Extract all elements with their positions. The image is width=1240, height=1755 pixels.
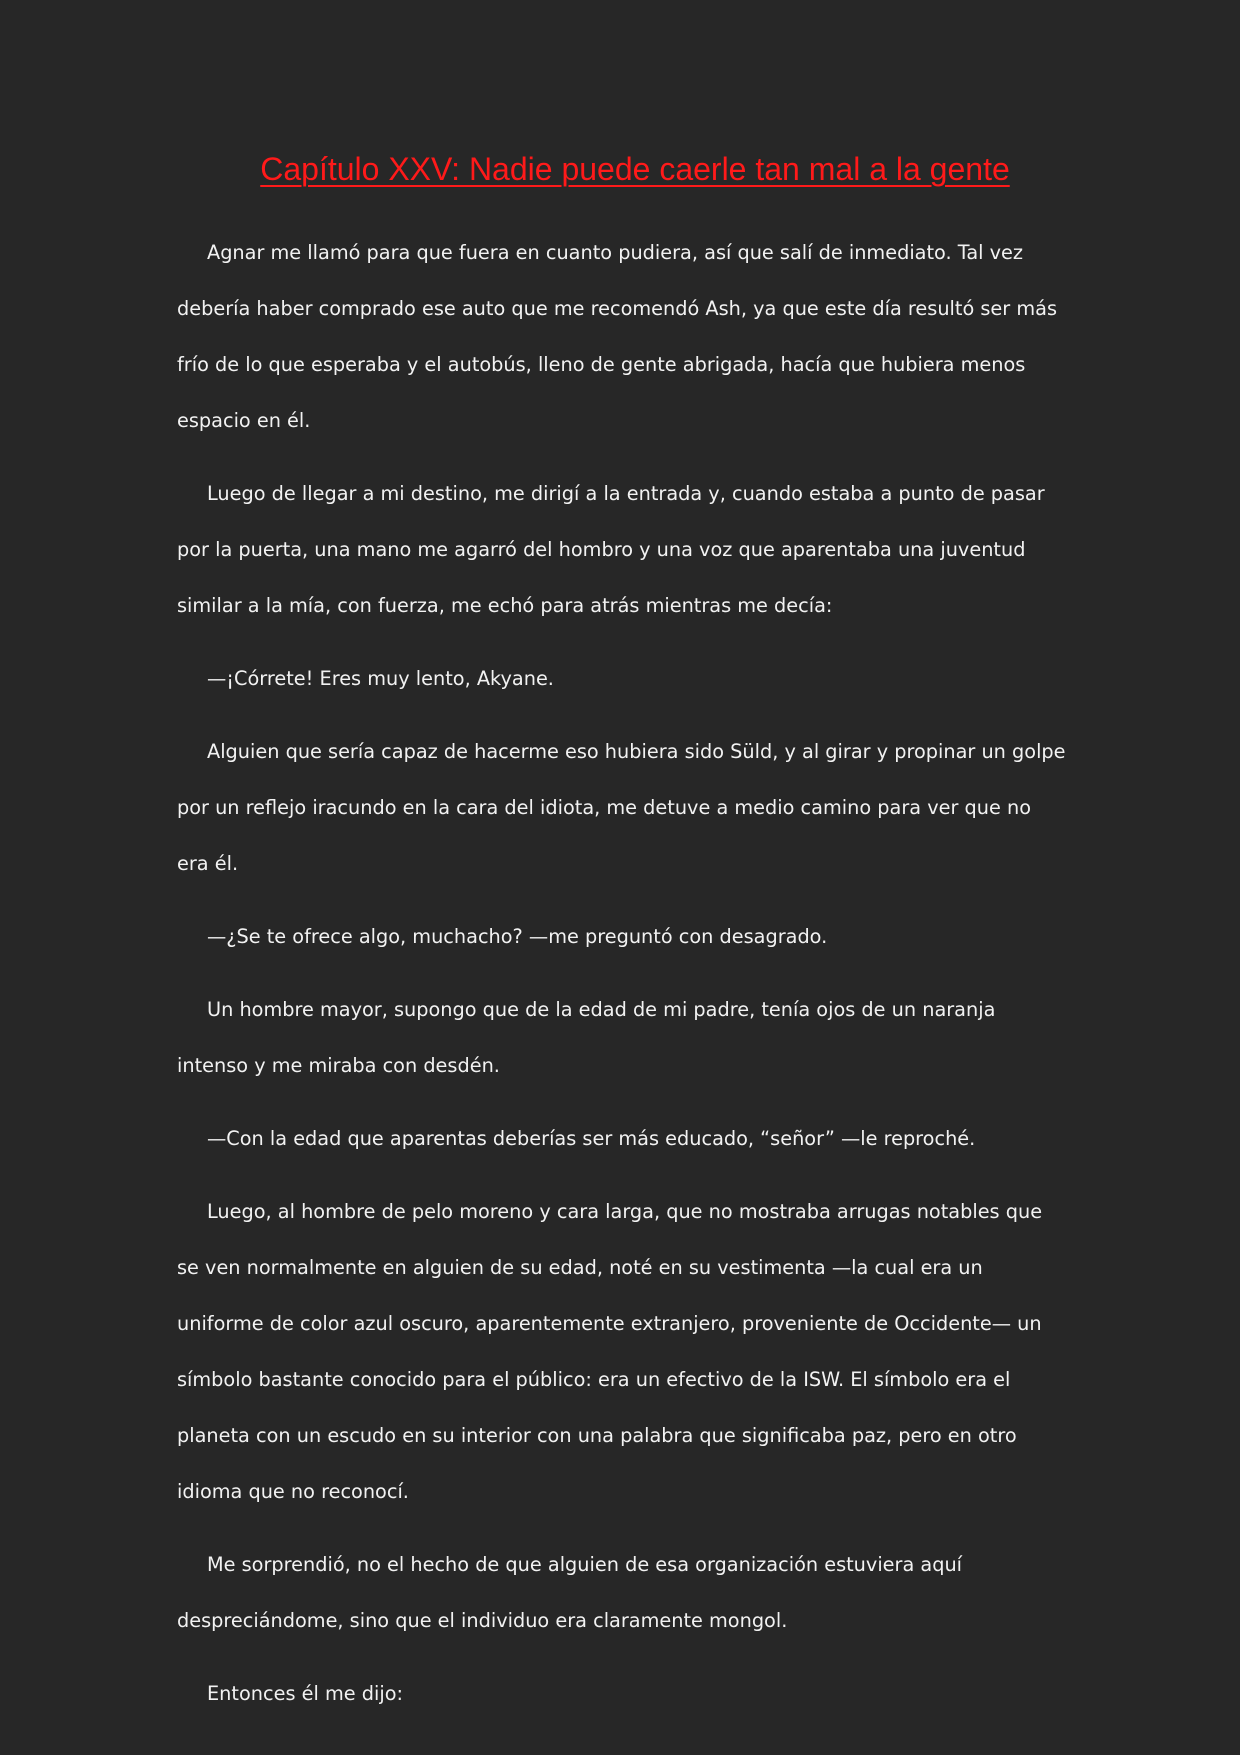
chapter-title-text: Capítulo XXV: Nadie puede caerle tan mal a la gente xyxy=(260,151,1010,187)
paragraph: Agnar me llamó para que fuera en cuanto pudiera, así que salí de inmediato. Tal vez debería haber comprado ese auto que me recomendó Ash, ya que este día resultó ser más frío de lo que esperaba y el autobús, lleno de gente abrigada, hacía que hubiera menos espacio en él. xyxy=(177,241,1057,432)
paragraph: Un hombre mayor, supongo que de la edad de mi padre, tenía ojos de un naranja intenso y me miraba con desdén. xyxy=(177,998,996,1077)
dialogue-paragraph: —¿Se te ofrece algo, muchacho? —me preguntó con desagrado. xyxy=(207,925,828,948)
paragraph: Entonces él me dijo: xyxy=(207,1682,403,1705)
dialogue-paragraph: —Con la edad que aparentas deberías ser más educado, “señor” —le reproché. xyxy=(207,1127,976,1150)
chapter-body xyxy=(177,225,1067,1739)
paragraph: Alguien que sería capaz de hacerme eso hubiera sido Süld, y al girar y propinar un golpe por un reflejo iracundo en la cara del idiota, me detuve a medio camino para ver que no era él. xyxy=(177,740,1066,875)
paragraph: Luego de llegar a mi destino, me dirigí a la entrada y, cuando estaba a punto de pasar por la puerta, una mano me agarró del hombro y una voz que aparentaba una juventud similar a la mía, con fuerza, me echó para atrás mientras me decía: xyxy=(177,482,1045,617)
dialogue-paragraph: —¡Córrete! Eres muy lento, Akyane. xyxy=(207,667,554,690)
paragraph: Me sorprendió, no el hecho de que alguien de esa organización estuviera aquí despreciándome, sino que el individuo era claramente mongol. xyxy=(177,1553,963,1632)
paragraph: Luego, al hombre de pelo moreno y cara larga, que no mostraba arrugas notables que se ven normalmente en alguien de su edad, noté en su vestimenta —la cual era un uniforme de color azul oscuro, aparentemente extranjero, proveniente de Occidente— un símbolo bastante conocido para el público: era un efectivo de la ISW. El símbolo era el planeta con un escudo en su interior con una palabra que significaba paz, pero en otro idioma que no reconocí. xyxy=(177,1200,1043,1503)
chapter-title xyxy=(0,145,1240,193)
